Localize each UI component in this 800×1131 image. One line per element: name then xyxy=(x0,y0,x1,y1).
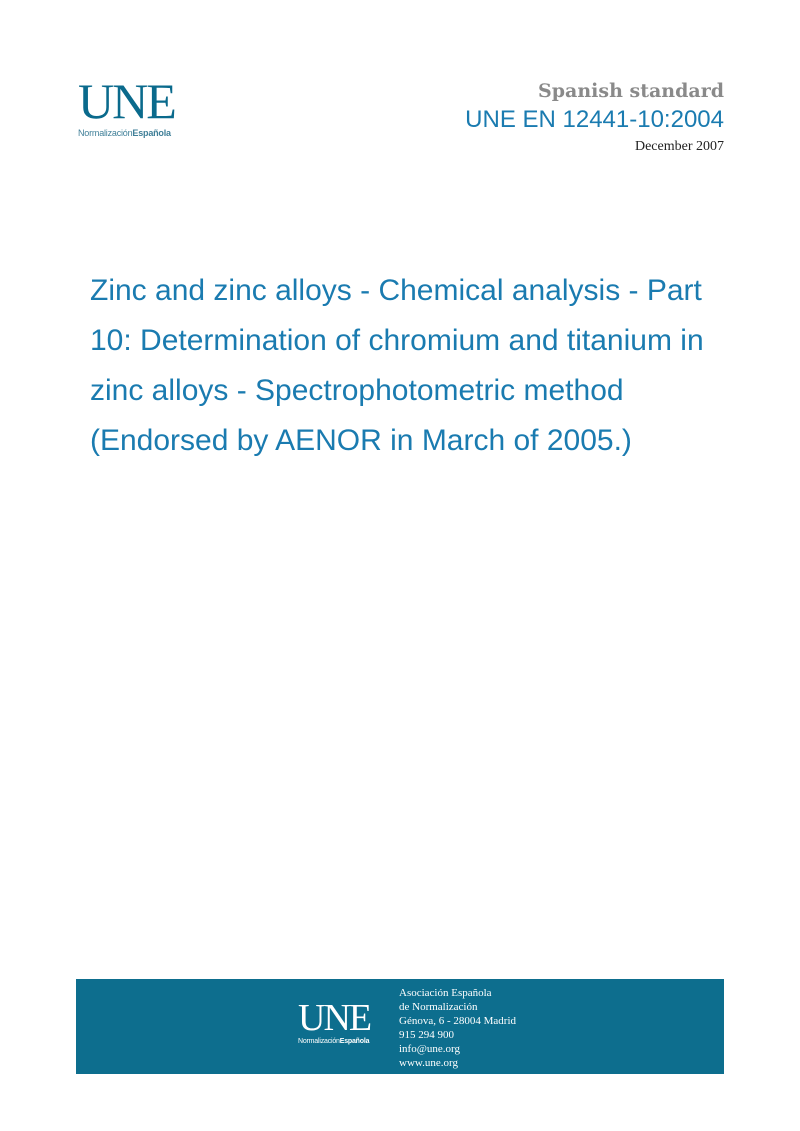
document-date: December 2007 xyxy=(634,139,724,154)
document-header xyxy=(465,79,724,157)
footer-website-link[interactable]: www.une.org xyxy=(399,1057,458,1069)
footer-logo-tagline xyxy=(298,1038,388,1045)
document-code: UNE EN 12441-10:2004 xyxy=(465,106,724,133)
document-type: Spanish standard xyxy=(538,80,724,102)
footer-banner xyxy=(76,979,724,1074)
footer-address xyxy=(399,986,516,1070)
footer-org-name-2: de Normalización xyxy=(399,1001,478,1013)
logo-tagline-normal: Normalización xyxy=(78,128,133,138)
footer-logo-wordmark: UNE xyxy=(298,997,371,1039)
footer-email-link[interactable]: info@une.org xyxy=(399,1043,460,1055)
footer-logo-tagline-normal: Normalización xyxy=(298,1038,340,1045)
une-logo xyxy=(78,73,198,138)
logo-tagline-strong: Española xyxy=(132,128,171,138)
logo-wordmark: UNE xyxy=(78,73,175,129)
logo-tagline xyxy=(78,128,198,138)
footer-logo-tagline-strong: Española xyxy=(339,1038,370,1045)
footer-org-name: Asociación Española xyxy=(399,987,492,999)
footer-phone: 915 294 900 xyxy=(399,1029,454,1041)
document-title: Zinc and zinc alloys - Chemical analysis - Part 10: Determination of chromium and titanium in zinc alloys - Spectrophotometric method (Endorsed by AENOR in March of 2005.) xyxy=(90,274,704,457)
footer-logo xyxy=(298,999,388,1045)
footer-street-address: Génova, 6 - 28004 Madrid xyxy=(399,1015,517,1027)
